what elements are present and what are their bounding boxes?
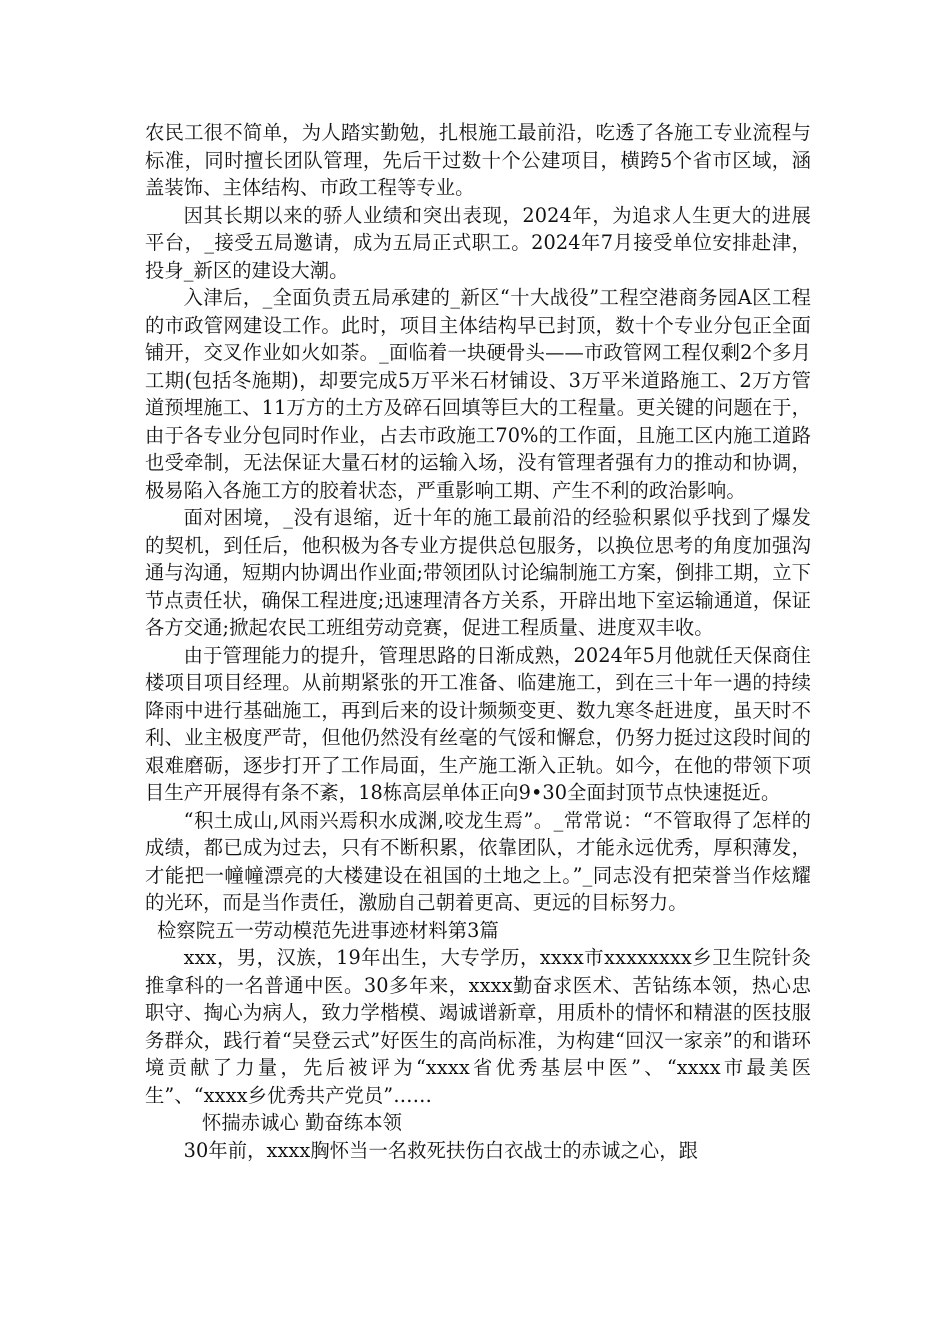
paragraph: 因其长期以来的骄人业绩和突出表现，2024年，为追求人生更大的进展平台，_接受五局邀请，成为五局正式职工。2024年7月接受单位安排赴津，投身_新区的建设大潮。: [145, 203, 811, 282]
paragraph: 入津后，_全面负责五局承建的_新区“十大战役”工程空港商务园A区工程的市政管网建设工作。此时，项目主体结构早已封顶，数十个专业分包正全面铺开，交叉作业如火如荼。_面临着一块硬骨头——市政管网工程仅剩2个多月工期(包括冬施期)，却要完成5万平米石材铺设、3万平米道路施工、2万方管道预埋施工、11万方的土方及碎石回填等巨大的工程量。更关键的问题在于，由于各专业分包同时作业，占去市政施工70%的工作面，且施工区内施工道路也受牵制，无法保证大量石材的运输入场，没有管理者强有力的推动和协调，极易陷入各施工方的胶着状态，严重影响工期、产生不利的政治影响。: [145, 286, 811, 502]
subheading: 怀揣赤诚心 勤奋练本领: [202, 1111, 403, 1134]
paragraph: 由于管理能力的提升，管理思路的日渐成熟，2024年5月他就任天保商住楼项目项目经理。从前期紧张的开工准备、临建施工，到在三十年一遇的持续降雨中进行基础施工，再到后来的设计频频变更、数九寒冬赶进度，虽天时不利、业主极度严苛，但他仍然没有丝毫的气馁和懈怠，仍努力挺过这段时间的艰难磨砺，逐步打开了工作局面，生产施工渐入正轨。如今，在他的带领下项目生产开展得有条不紊，18栋高层单体正向9•30全面封顶节点快速挺近。: [145, 643, 811, 804]
section-heading: 检察院五一劳动模范先进事迹材料第3篇: [157, 918, 499, 942]
paragraph: xxx，男，汉族，19年出生，大专学历，xxxx市xxxxxxxx乡卫生院针灸推拿科的一名普通中医。30多年来，xxxx勤奋求医术、苦钻练本领，热心忠职守、掏心为病人，致力学楷模、竭诚谱新章，用质朴的情怀和精湛的医技服务群众，践行着“吴登云式”好医生的高尚标准，为构建“回汉一家亲”的和谐环境贡献了力量，先后被评为“xxxx省优秀基层中医”、“xxxx市最美医生”、“xxxx乡优秀共产党员”……: [145, 946, 811, 1107]
paragraph: 面对困境，_没有退缩，近十年的施工最前沿的经验积累似乎找到了爆发的契机，到任后，他积极为各专业方提供总包服务，以换位思考的角度加强沟通与沟通，短期内协调出作业面;带领团队讨论编制施工方案，倒排工期，立下节点责任状，确保工程进度;迅速理清各方关系，开辟出地下室运输通道，保证各方交通;掀起农民工班组劳动竞赛，促进工程质量、进度双丰收。: [145, 506, 811, 639]
paragraph: 30年前，xxxx胸怀当一名救死扶伤白衣战士的赤诚之心，跟: [183, 1138, 698, 1162]
paragraph: “积土成山,风雨兴焉积水成渊,咬龙生焉”。_常常说：“不管取得了怎样的成绩，都已成为过去，只有不断积累，依靠团队，才能永远优秀，厚积薄发，才能把一幢幢漂亮的大楼建设在祖国的土地之上。”_同志没有把荣誉当作炫耀的光环，而是当作责任，激励自己朝着更高、更远的目标努力。: [145, 808, 811, 914]
document-body: [145, 119, 811, 1164]
paragraph: 农民工很不简单，为人踏实勤勉，扎根施工最前沿，吃透了各施工专业流程与标准，同时擅长团队管理，先后干过数十个公建项目，横跨5个省市区域，涵盖装饰、主体结构、市政工程等专业。: [145, 121, 811, 199]
